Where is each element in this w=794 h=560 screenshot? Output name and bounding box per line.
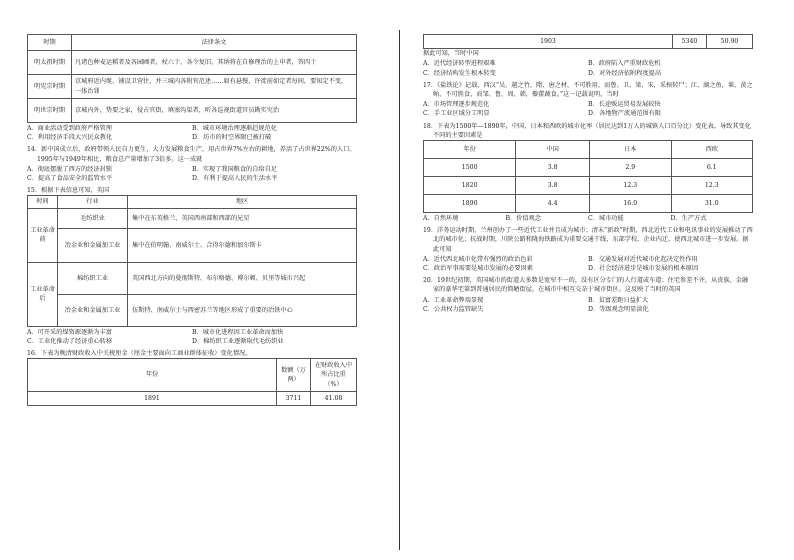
q18-cell: 6.1 — [671, 159, 753, 177]
q18-cell: 3.8 — [516, 159, 590, 177]
q16-share: 50.90 — [707, 35, 753, 49]
q16-table — [27, 358, 357, 406]
option: C．公共权力监管缺失 — [423, 305, 484, 313]
option: D．棉纺织工业逐渐取代毛纺织业 — [192, 337, 284, 345]
option: D．等级观念明显淡化 — [588, 305, 649, 313]
q16-header-share: 在财政收入中所占比重（%） — [311, 359, 357, 392]
option: A．近代经济转型进程艰难 — [423, 60, 496, 68]
option: A．可开采的煤资源逐渐为丰富 — [27, 328, 112, 336]
option: C．利用经济手段大兴民众教化 — [27, 134, 113, 142]
option: B．长途贩运贸易发展较快 — [588, 101, 661, 109]
table-row — [424, 35, 753, 49]
option: C．工业化推动了经济重心转移 — [27, 337, 113, 345]
option: B．实现了我国粮食的自给自足 — [192, 165, 277, 173]
q15-industry: 毛纺织业 — [58, 208, 128, 228]
option: B．城市环境治理逐渐趋规范化 — [192, 125, 277, 132]
option: A．市场管理逐步规范化 — [423, 101, 490, 109]
law-table — [27, 34, 357, 123]
table-row — [28, 228, 357, 262]
option: A．近代西北城市化带有强烈的政治色彩 — [423, 255, 533, 263]
q18-stem: 18．下表为1500年—1890年，中国、日本和西欧的城市化率（居民达到1万人的城镇人口百分比）变化表。导致其变化不同的主要因素是 — [423, 122, 751, 139]
q15-options — [27, 328, 357, 346]
option: A．商业活动受到政府严格管理 — [27, 125, 112, 132]
option: D．有利于提高人民的生活水平 — [192, 175, 278, 183]
q16-stem: 16．下表为晚清财政收入中关税厘金（厘金主要面向工商业群体征收）变化情况。 — [27, 350, 252, 358]
q18-header: 中国 — [516, 141, 590, 159]
q16-table-continued — [423, 34, 753, 49]
option: B．政府陷入严重财政危机 — [588, 60, 661, 68]
option: B．交通发展对近代城市化起决定性作用 — [588, 255, 698, 263]
option: A．工业革命弊端显现 — [423, 296, 484, 304]
q15-header-area: 地区 — [128, 196, 357, 208]
q15-period: 工业革命后 — [28, 262, 58, 326]
q17-stem: 17．《盐铁论》记载，西汉“吴、越之竹，隋、唐之材，不可胜用，而鲁、卫、梁、宋，采棺转尸；江、湖之鱼，莱、黄之鲐，不可胜食，而邹、鲁、周、韩，藜藿蔬食。”这一记载说明，当时 — [423, 81, 753, 99]
q15-industry: 棉纺织工业 — [58, 262, 128, 294]
q18-header: 日本 — [590, 141, 671, 159]
law-table-header-period: 时期 — [28, 35, 72, 51]
option: D．社会经济进步是城市发展的根本原因 — [588, 265, 699, 273]
q18-options — [423, 214, 753, 223]
q15-table — [27, 195, 357, 326]
q18-cell: 12.3 — [590, 177, 671, 195]
q16-year: 1891 — [28, 391, 277, 405]
q18-cell: 1890 — [424, 195, 516, 213]
column-divider — [399, 30, 400, 550]
q14-options — [27, 165, 357, 183]
table-row — [424, 195, 753, 213]
law-period: 明世宗时期 — [28, 99, 72, 123]
option: C．政治军事需要是城市发展的必要因素 — [423, 265, 533, 273]
q15-area: 英国西北方向的曼彻斯特、布尔格德、博尔顿、贝里等城市兴起 — [128, 262, 357, 294]
q18-cell: 31.0 — [671, 195, 753, 213]
right-column — [423, 34, 753, 315]
law-text: 京城府近内埏，铺设卫营往，并三城内各附官范述……如有悬慢，许徙前如定者每间，要知定不变，一体治罪 — [72, 75, 357, 99]
q16-amount: 5340 — [673, 35, 707, 49]
option: B．城市化进程因工业革命而加快 — [192, 328, 284, 336]
q15-area: 伍斯特、南威尔士与西密苏兰等地区形成了重要的冶铁中心 — [128, 294, 357, 326]
q18-cell: 1820 — [424, 177, 516, 195]
q13-options — [27, 124, 357, 142]
q15-area: 集中在东英格兰、英国西南部和西部的兄星 — [128, 208, 357, 228]
q15-industry: 冶金业和金属加工业 — [58, 228, 128, 262]
q17-options — [423, 100, 753, 118]
q18-header: 年份 — [424, 141, 516, 159]
law-period: 明太祖时期 — [28, 51, 72, 75]
q15-header-industry: 行业 — [58, 196, 128, 208]
q16-year: 1903 — [424, 35, 673, 49]
option: C．城市功能 — [588, 215, 624, 223]
table-row — [28, 99, 357, 123]
option: C．提高了食品安全的监管水平 — [27, 175, 113, 183]
q19-stem: 19．洋务运动时期，兰州创办了一些近代工业并且成为城市；清末“新政”时期，西北近代工业和电讯事业的发展推动了西北的城市化；抗战时期，川陕公路和陇海铁路成为重要交通干线，东部学校、企业内迁，使西北城市进一步发展。据此可知 — [423, 227, 753, 253]
q18-table — [423, 140, 753, 213]
q20-stem: 20．19世纪初期，英国城市的街道大多数是宽窄不一的，没有区分专门的人行道或车道；住宅参差不齐，从贵族、金融家的豪华宅第到普通居民的简陋街屋，在城市中相互交杂于城市街区。这反映了当时的英国 — [423, 277, 749, 294]
q18-cell: 1500 — [424, 159, 516, 177]
option: A．自然环境 — [423, 215, 459, 223]
law-text: 凡诸色种麦运稻者及各园圃者，杖六十，各令复旧。其纳将在自修理治的上申者，答四十 — [72, 51, 357, 75]
q15-header-time: 时间 — [28, 196, 58, 208]
table-row — [28, 294, 357, 326]
option: D．对外经济依附程度提高 — [588, 69, 662, 77]
law-text: 京城内外，势要之家，侵占官街，填塞沟渠者，听各巡视街道官员勘实究治 — [72, 99, 357, 123]
table-row — [424, 159, 753, 177]
q16-lead: 据此可知，当时中国 — [423, 50, 479, 58]
option: B．价值观念 — [505, 215, 541, 223]
q16-options — [423, 59, 753, 77]
q16-header-year: 年份 — [28, 359, 277, 392]
option: D．坊市的时空界限已被打破 — [192, 134, 272, 142]
q18-cell: 3.8 — [516, 177, 590, 195]
q18-cell: 2.9 — [590, 159, 671, 177]
table-row — [28, 391, 357, 405]
option: D．各地物产流通范围有限 — [588, 110, 662, 118]
q15-stem: 15．根据下表信息可知，英国 — [27, 187, 110, 195]
q20-options — [423, 296, 753, 314]
q18-cell: 12.3 — [671, 177, 753, 195]
option: C．经济结构发生根本转变 — [423, 69, 496, 77]
q15-area: 集中在伯明翰、南威尔士、合得尔德和加尔斯卡 — [128, 228, 357, 262]
option: B．贫富差距日益扩大 — [588, 296, 649, 304]
q18-cell: 4.4 — [516, 195, 590, 213]
left-column — [27, 34, 357, 406]
option: A．彻底摆脱了西方的经济封锁 — [27, 165, 112, 173]
q19-options — [423, 255, 753, 273]
table-row — [28, 51, 357, 75]
law-table-header-text: 法律条文 — [72, 35, 357, 51]
q18-header: 西欧 — [671, 141, 753, 159]
table-row — [28, 75, 357, 99]
table-row — [424, 177, 753, 195]
option: D．生产方式 — [670, 215, 707, 223]
law-period: 明宪宗时期 — [28, 75, 72, 99]
q16-header-amount: 数额（万两） — [277, 359, 311, 392]
table-row — [28, 208, 357, 228]
q15-industry: 冶金业和金属加工业 — [58, 294, 128, 326]
q16-amount: 3711 — [277, 391, 311, 405]
table-row — [28, 262, 357, 294]
q14-stem: 14．新中国成立后，政府带领人民自力更生，大力发展粮食生产，用占世界7%左右的耕地，养活了占世界22%的人口。1995年与1949年相比，粮食总产量增加了3倍多。这一成就 — [27, 146, 356, 163]
option: C．手工业区域分工明显 — [423, 110, 490, 118]
q15-period: 工业革命前 — [28, 208, 58, 262]
q16-share: 41.08 — [311, 391, 357, 405]
q18-cell: 16.0 — [590, 195, 671, 213]
